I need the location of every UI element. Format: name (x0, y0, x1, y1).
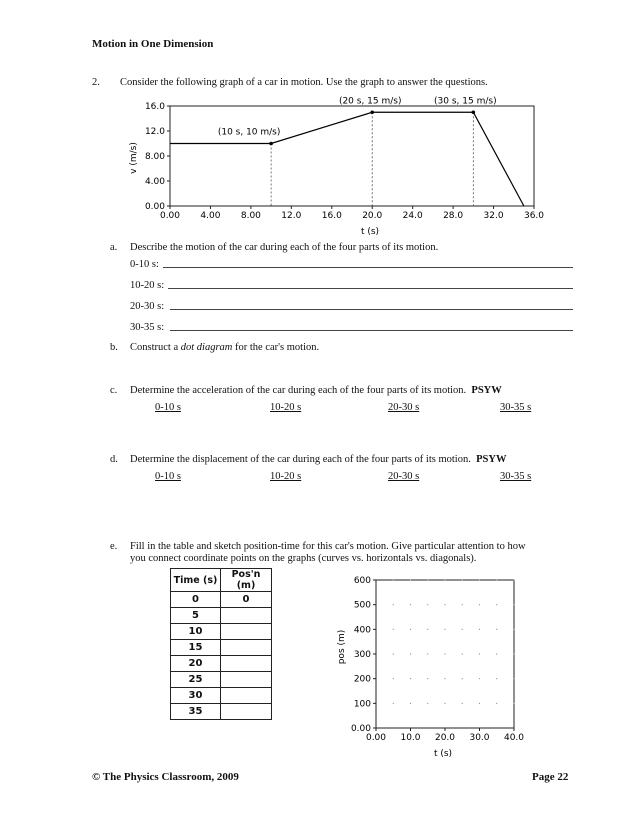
interval-label: 20-30 s (388, 402, 420, 413)
part-e-label: e. (110, 541, 118, 552)
pt-grid-dot (444, 653, 445, 654)
position-cell[interactable] (221, 672, 272, 688)
vt-axes (145, 102, 544, 221)
psyw-tag: PSYW (476, 454, 507, 465)
pt-grid-dot (462, 629, 463, 630)
pt-grid-dot (410, 678, 411, 679)
vt-data-point (269, 142, 273, 146)
time-cell: 10 (171, 624, 221, 640)
part-a-row-label: 0-10 s: (130, 259, 159, 270)
table-row (171, 640, 272, 656)
pt-grid-dot (513, 678, 514, 679)
pt-grid-dot (427, 604, 428, 605)
part-b-emphasis: dot diagram (180, 342, 233, 353)
pt-grid-dot (393, 678, 394, 679)
part-c-text: Determine the acceleration of the car during each of the four parts of its motion. PSYW (130, 385, 502, 396)
table-header-position: Pos'n (m) (221, 569, 272, 592)
time-cell: 25 (171, 672, 221, 688)
vt-data-point (472, 110, 476, 114)
vt-annotation: (30 s, 15 m/s) (434, 96, 497, 107)
vt-x-tick-label: 28.0 (443, 211, 464, 221)
time-cell: 20 (171, 656, 221, 672)
pt-x-tick-label: 20.0 (434, 733, 456, 743)
footer-page-number: Page 22 (532, 771, 569, 783)
part-c-label: c. (110, 385, 118, 396)
pt-grid-dot (479, 604, 480, 605)
position-cell[interactable] (221, 640, 272, 656)
pt-y-tick-label: 600 (353, 576, 371, 586)
time-cell: 30 (171, 688, 221, 704)
interval-label: 0-10 s (155, 402, 181, 413)
pt-grid-dot (496, 678, 497, 679)
table-row (171, 688, 272, 704)
part-a-row-label: 20-30 s: (130, 301, 165, 312)
question-number: 2. (92, 77, 100, 88)
pt-grid-dot (444, 604, 445, 605)
vt-marks (170, 96, 524, 206)
pt-y-tick-label: 500 (353, 600, 371, 611)
pt-axes (351, 576, 524, 743)
pt-grid-dot (513, 703, 514, 704)
pt-y-tick-label: 400 (353, 625, 371, 636)
position-time-table (170, 568, 272, 720)
pt-grid-dot (479, 629, 480, 630)
pt-x-tick-label: 40.0 (503, 733, 525, 743)
vt-x-tick-label: 20.0 (362, 211, 383, 221)
pt-grid-dot (410, 629, 411, 630)
table-row (171, 656, 272, 672)
vt-x-tick-label: 32.0 (483, 211, 504, 221)
pt-grid-dot (513, 604, 514, 605)
pt-grid-dot (427, 579, 428, 580)
vt-plot-frame (170, 106, 534, 206)
pt-grid-dot (462, 653, 463, 654)
time-cell: 35 (171, 704, 221, 720)
vt-y-axis-label: v (m/s) (129, 142, 139, 174)
pt-x-tick-label: 30.0 (469, 733, 490, 743)
pt-grid-dot (427, 653, 428, 654)
pt-grid-dot (427, 703, 428, 704)
interval-label: 10-20 s (270, 471, 302, 482)
time-cell: 0 (171, 592, 221, 608)
part-b-text: Construct a dot diagram for the car's motion. (130, 342, 320, 353)
pt-y-tick-label: 300 (353, 650, 371, 660)
vt-x-tick-label: 0.00 (159, 211, 181, 221)
pt-grid-dot (427, 629, 428, 630)
position-cell[interactable] (221, 656, 272, 672)
position-cell[interactable] (221, 608, 272, 624)
pt-grid-dot (393, 653, 394, 654)
vt-x-tick-label: 4.00 (200, 211, 221, 221)
pt-grid-dot (410, 579, 411, 580)
pt-x-tick-label: 10.0 (400, 733, 421, 743)
time-cell: 5 (171, 608, 221, 624)
question-prompt: Consider the following graph of a car in motion. Use the graph to answer the questions. (120, 77, 488, 88)
pt-grid-dot (479, 678, 480, 679)
pt-grid-dot (444, 629, 445, 630)
vt-y-tick-label: 12.0 (144, 127, 165, 137)
vt-x-tick-label: 8.00 (240, 211, 261, 221)
pt-grid-dot (513, 629, 514, 630)
vt-y-tick-label: 4.00 (144, 177, 165, 187)
footer-copyright: © The Physics Classroom, 2009 (92, 771, 239, 783)
pt-grid-dot (393, 629, 394, 630)
pt-grid-dot (410, 703, 411, 704)
psyw-tag: PSYW (471, 385, 502, 396)
pt-grid-dot (462, 703, 463, 704)
part-d-label: d. (110, 454, 118, 465)
pt-grid-dot (462, 678, 463, 679)
velocity-time-graph (120, 92, 550, 238)
answer-line[interactable] (168, 288, 573, 289)
pt-grid-dot (496, 703, 497, 704)
table-row (171, 624, 272, 640)
pt-grid-dot (513, 579, 514, 580)
table-row (171, 704, 272, 720)
answer-line[interactable] (170, 330, 573, 331)
answer-line[interactable] (163, 267, 573, 268)
pt-grid-dot (496, 629, 497, 630)
position-cell[interactable] (221, 688, 272, 704)
vt-annotation: (20 s, 15 m/s) (338, 96, 402, 107)
position-cell[interactable] (221, 704, 272, 720)
pt-y-tick-label: 200 (353, 674, 371, 685)
vt-x-axis-label: t (s) (360, 227, 380, 237)
vt-y-tick-label: 16.0 (144, 102, 165, 112)
page-header-title: Motion in One Dimension (92, 38, 214, 50)
interval-label: 30-35 s (500, 402, 532, 413)
pt-grid-dot (479, 653, 480, 654)
part-b-label: b. (110, 342, 118, 353)
pt-grid-dot (393, 579, 394, 580)
part-e-text-line1: Fill in the table and sketch position-time for this car's motion. Give particular attention to how (130, 541, 526, 552)
part-d-text: Determine the displacement of the car during each of the four parts of its motion. PSYW (130, 454, 507, 465)
pt-y-tick-label: 0.00 (350, 724, 371, 734)
pt-grid-dot (393, 604, 394, 605)
vt-annotation: (10 s, 10 m/s) (217, 127, 281, 138)
pt-grid-dot (479, 703, 480, 704)
pt-grid-dot (513, 653, 514, 654)
part-a-text: Describe the motion of the car during each of the four parts of its motion. (130, 242, 439, 253)
part-a-label: a. (110, 242, 118, 253)
pt-grid-dot (410, 653, 411, 654)
part-a-row-label: 30-35 s: (130, 322, 165, 333)
table-row (171, 592, 272, 608)
pt-grid-dot (479, 579, 480, 580)
part-e-text-line2: you connect coordinate points on the graphs (curves vs. horizontals vs. diagonals). (130, 553, 477, 564)
pt-grid-dot (496, 653, 497, 654)
pt-y-tick-label: 100 (353, 699, 371, 710)
pt-x-axis-label: t (s) (433, 749, 453, 759)
vt-x-tick-label: 12.0 (281, 211, 302, 221)
table-row (171, 608, 272, 624)
pt-grid-dot (462, 579, 463, 580)
pt-y-axis-label: pos (m) (337, 629, 347, 665)
pt-grid-dot (393, 703, 394, 704)
vt-x-tick-label: 16.0 (321, 211, 342, 221)
pt-grid-dot (444, 703, 445, 704)
interval-label: 30-35 s (500, 471, 532, 482)
interval-label: 10-20 s (270, 402, 302, 413)
part-a-row-label: 10-20 s: (130, 280, 165, 291)
table-header-time: Time (s) (171, 569, 221, 592)
pt-grid-dot (496, 579, 497, 580)
vt-series-line (170, 112, 524, 206)
vt-x-tick-label: 24.0 (402, 211, 423, 221)
vt-x-tick-label: 36.0 (523, 211, 545, 221)
pt-grid-dot (462, 604, 463, 605)
pt-grid-dot (496, 604, 497, 605)
vt-y-tick-label: 8.00 (144, 152, 165, 162)
table-header-row (171, 569, 272, 592)
vt-y-tick-label: 0.00 (144, 202, 165, 212)
pt-x-tick-label: 0.00 (365, 733, 387, 743)
answer-line[interactable] (170, 309, 573, 310)
vt-data-point (370, 110, 374, 114)
table-row (171, 672, 272, 688)
position-time-graph[interactable] (330, 572, 530, 762)
position-cell[interactable] (221, 624, 272, 640)
pt-grid-dot (444, 678, 445, 679)
pt-grid-dot (427, 678, 428, 679)
pt-grid-dot (444, 579, 445, 580)
interval-label: 20-30 s (388, 471, 420, 482)
pt-grid-dot (410, 604, 411, 605)
position-cell[interactable]: 0 (221, 592, 272, 608)
interval-label: 0-10 s (155, 471, 181, 482)
time-cell: 15 (171, 640, 221, 656)
